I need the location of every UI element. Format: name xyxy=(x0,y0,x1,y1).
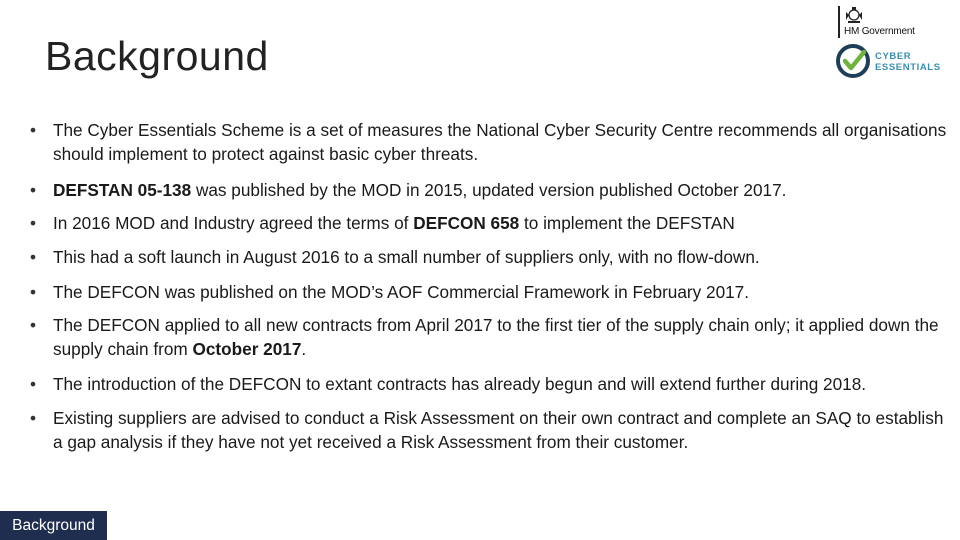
bullet-item: • DEFSTAN 05-138 was published by the MOD in 2015, updated version published October 2017. xyxy=(28,178,948,202)
logo-divider xyxy=(838,6,840,38)
bullet-item: • The Cyber Essentials Scheme is a set of measures the National Cyber Security Centre recommends all organisations should implement to protect against basic cyber threats. xyxy=(28,118,948,166)
slide-title: Background xyxy=(45,33,269,79)
cyber-essentials-text-line1: CYBER xyxy=(875,51,912,62)
bullet-item: • In 2016 MOD and Industry agreed the terms of DEFCON 658 to implement the DEFSTAN xyxy=(28,211,948,235)
hm-government-logo xyxy=(838,4,948,40)
cyber-essentials-badge-icon xyxy=(836,44,870,78)
bullet-item: • The DEFCON was published on the MOD’s AOF Commercial Framework in February 2017. xyxy=(28,280,948,304)
cyber-essentials-logo xyxy=(836,44,956,80)
footer-section-label: Background xyxy=(0,511,107,540)
cyber-essentials-text-line2: ESSENTIALS xyxy=(875,62,941,73)
bullet-item: • Existing suppliers are advised to conduct a Risk Assessment on their own contract and complete an SAQ to establish a gap analysis if they have not yet received a Risk Assessment from their customer. xyxy=(28,406,948,454)
bullet-list xyxy=(28,118,948,454)
bullet-item: • The DEFCON applied to all new contracts from April 2017 to the first tier of the supply chain only; it applied down the supply chain from October 2017. xyxy=(28,313,948,361)
bullet-item: • The introduction of the DEFCON to extant contracts has already begun and will extend further during 2018. xyxy=(28,372,948,396)
hm-government-text: HM Government xyxy=(844,26,915,37)
royal-crest-icon xyxy=(844,6,864,24)
bullet-item: • This had a soft launch in August 2016 to a small number of suppliers only, with no flow-down. xyxy=(28,245,948,269)
